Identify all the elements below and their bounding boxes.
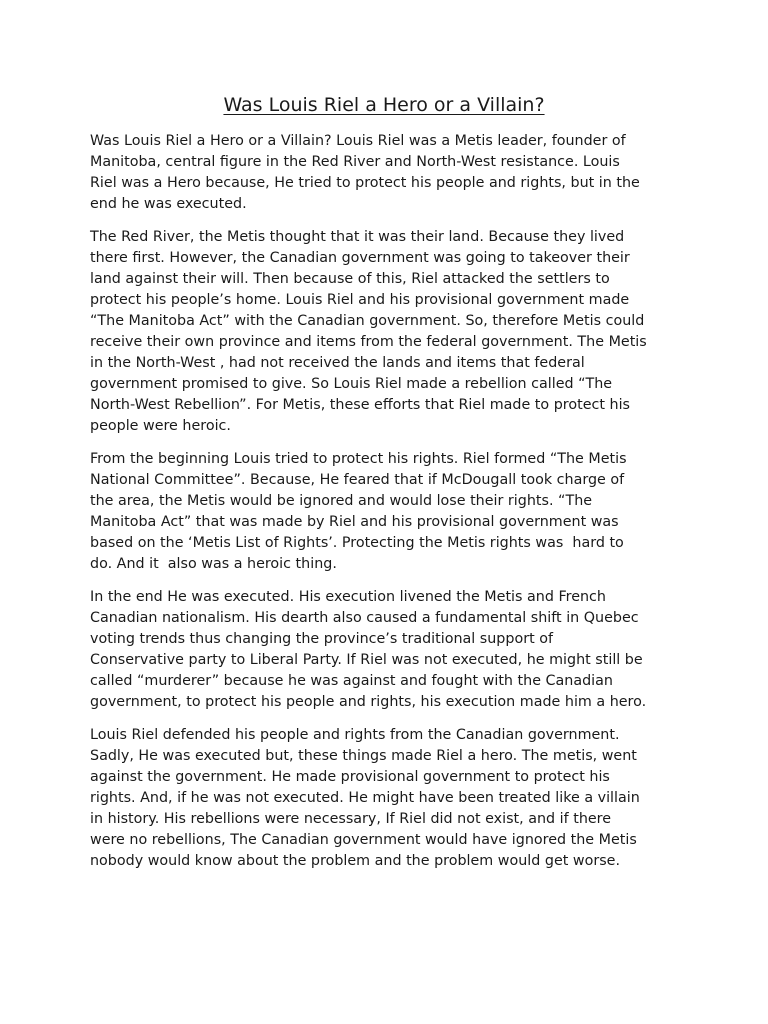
text-line: “The Manitoba Act” with the Canadian government. So, therefore Metis could (90, 313, 645, 329)
text-line: National Committee”. Because, He feared that if McDougall took charge of (90, 472, 625, 488)
text-line: Riel was a Hero because, He tried to protect his people and rights, but in the (90, 175, 640, 191)
text-line: Louis Riel defended his people and rights from the Canadian government. (90, 727, 620, 743)
text-line: The Red River, the Metis thought that it was their land. Because they lived (90, 229, 625, 245)
text-line: government promised to give. So Louis Riel made a rebellion called “The (90, 376, 613, 392)
text-line: based on the ‘Metis List of Rights’. Protecting the Metis rights was hard to (90, 535, 624, 551)
text-line: do. And it also was a heroic thing. (90, 556, 337, 572)
text-line: protect his people’s home. Louis Riel and his provisional government made (90, 292, 630, 308)
text-line: Manitoba Act” that was made by Riel and his provisional government was (90, 514, 619, 530)
document-body (90, 131, 690, 884)
document-title: Was Louis Riel a Hero or a Villain? (223, 94, 545, 116)
text-line: the area, the Metis would be ignored and would lose their rights. “The (90, 493, 593, 509)
text-line: Was Louis Riel a Hero or a Villain? Louis Riel was a Metis leader, founder of (90, 133, 626, 149)
text-line: called “murderer” because he was against and fought with the Canadian (90, 673, 613, 689)
text-line: were no rebellions, The Canadian government would have ignored the Metis (90, 832, 637, 848)
text-line: North-West Rebellion”. For Metis, these efforts that Riel made to protect his (90, 397, 630, 413)
text-line: nobody would know about the problem and the problem would get worse. (90, 853, 621, 869)
text-line: Conservative party to Liberal Party. If Riel was not executed, he might still be (90, 652, 643, 668)
text-line: Sadly, He was executed but, these things made Riel a hero. The metis, went (90, 748, 637, 764)
text-line: In the end He was executed. His execution livened the Metis and French (90, 589, 606, 605)
text-line: against the government. He made provisional government to protect his (90, 769, 610, 785)
paragraph-3 (90, 449, 690, 575)
text-line: Canadian nationalism. His dearth also caused a fundamental shift in Quebec (90, 610, 639, 626)
text-line: in the North-West , had not received the lands and items that federal (90, 355, 585, 371)
text-line: government, to protect his people and rights, his execution made him a hero. (90, 694, 647, 710)
paragraph-4 (90, 587, 690, 713)
text-line: rights. And, if he was not executed. He might have been treated like a villain (90, 790, 640, 806)
text-line: people were heroic. (90, 418, 231, 434)
text-line: Manitoba, central figure in the Red River and North-West resistance. Louis (90, 154, 620, 170)
text-line: voting trends thus changing the province’s traditional support of (90, 631, 554, 647)
text-line: From the beginning Louis tried to protect his rights. Riel formed “The Metis (90, 451, 627, 467)
text-line: in history. His rebellions were necessary, If Riel did not exist, and if there (90, 811, 612, 827)
paragraph-1 (90, 131, 690, 215)
text-line: there first. However, the Canadian government was going to takeover their (90, 250, 630, 266)
text-line: land against their will. Then because of this, Riel attacked the settlers to (90, 271, 610, 287)
paragraph-5 (90, 725, 690, 872)
text-line: receive their own province and items from the federal government. The Metis (90, 334, 647, 350)
text-line: end he was executed. (90, 196, 247, 212)
paragraph-2 (90, 227, 690, 437)
